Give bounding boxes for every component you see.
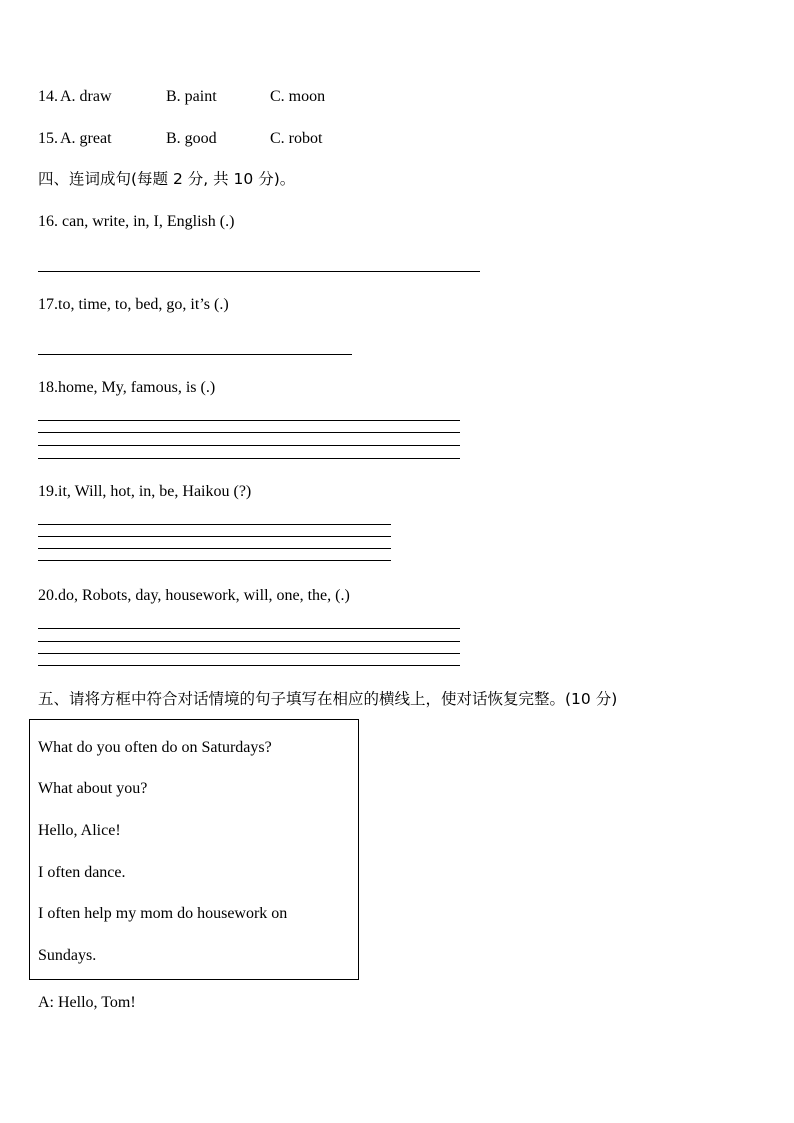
box-sentence: What about you? [38,780,148,797]
box-sentence: Sundays. [38,947,97,964]
answer-line[interactable] [38,458,460,459]
answer-line[interactable] [38,665,460,666]
question-number: 20 [38,587,54,604]
answer-line[interactable] [38,560,391,561]
answer-line[interactable] [38,653,460,654]
answer-line[interactable] [38,420,460,421]
question-text: .it, Will, hot, in, be, Haikou (?) [54,483,252,500]
answer-line[interactable] [38,271,480,272]
option-b: B. paint [166,88,217,105]
answer-line[interactable] [38,628,460,629]
option-a: A. great [60,130,112,147]
box-sentence: What do you often do on Saturdays? [38,739,272,756]
answer-line[interactable] [38,354,352,355]
question-text: .do, Robots, day, housework, will, one, the, (.) [54,587,350,604]
answer-line[interactable] [38,524,391,525]
option-c: C. robot [270,130,323,147]
question-16 [38,212,234,232]
option-c: C. moon [270,88,326,105]
question-number: 18 [38,379,54,396]
question-text: .to, time, to, bed, go, it’s (.) [54,296,229,313]
option-b: B. good [166,130,217,147]
question-number: 17 [38,296,54,313]
question-17 [38,295,229,315]
option-a: A. draw [60,88,112,105]
answer-line[interactable] [38,536,391,537]
box-sentence: I often dance. [38,864,126,881]
dialogue-line: A: Hello, Tom! [38,994,136,1011]
question-text: .home, My, famous, is (.) [54,379,216,396]
section-5-heading: 五、请将方框中符合对话情境的句子填写在相应的横线上，使对话恢复完整。(10 分) [38,690,618,708]
question-number: 14. [38,88,58,105]
answer-line[interactable] [38,445,460,446]
question-number: 15. [38,130,58,147]
box-sentence: Hello, Alice! [38,822,121,839]
section-4-heading: 四、连词成句(每题 2 分, 共 10 分)。 [38,170,296,188]
answer-line[interactable] [38,548,391,549]
question-20 [38,586,350,606]
question-number: 16 [38,213,54,230]
question-18 [38,378,215,398]
question-19 [38,482,251,502]
answer-line[interactable] [38,432,460,433]
question-number: 19 [38,483,54,500]
answer-line[interactable] [38,641,460,642]
question-text: . can, write, in, I, English (.) [54,213,235,230]
sentence-box [29,719,359,980]
box-sentence: I often help my mom do housework on [38,905,288,922]
